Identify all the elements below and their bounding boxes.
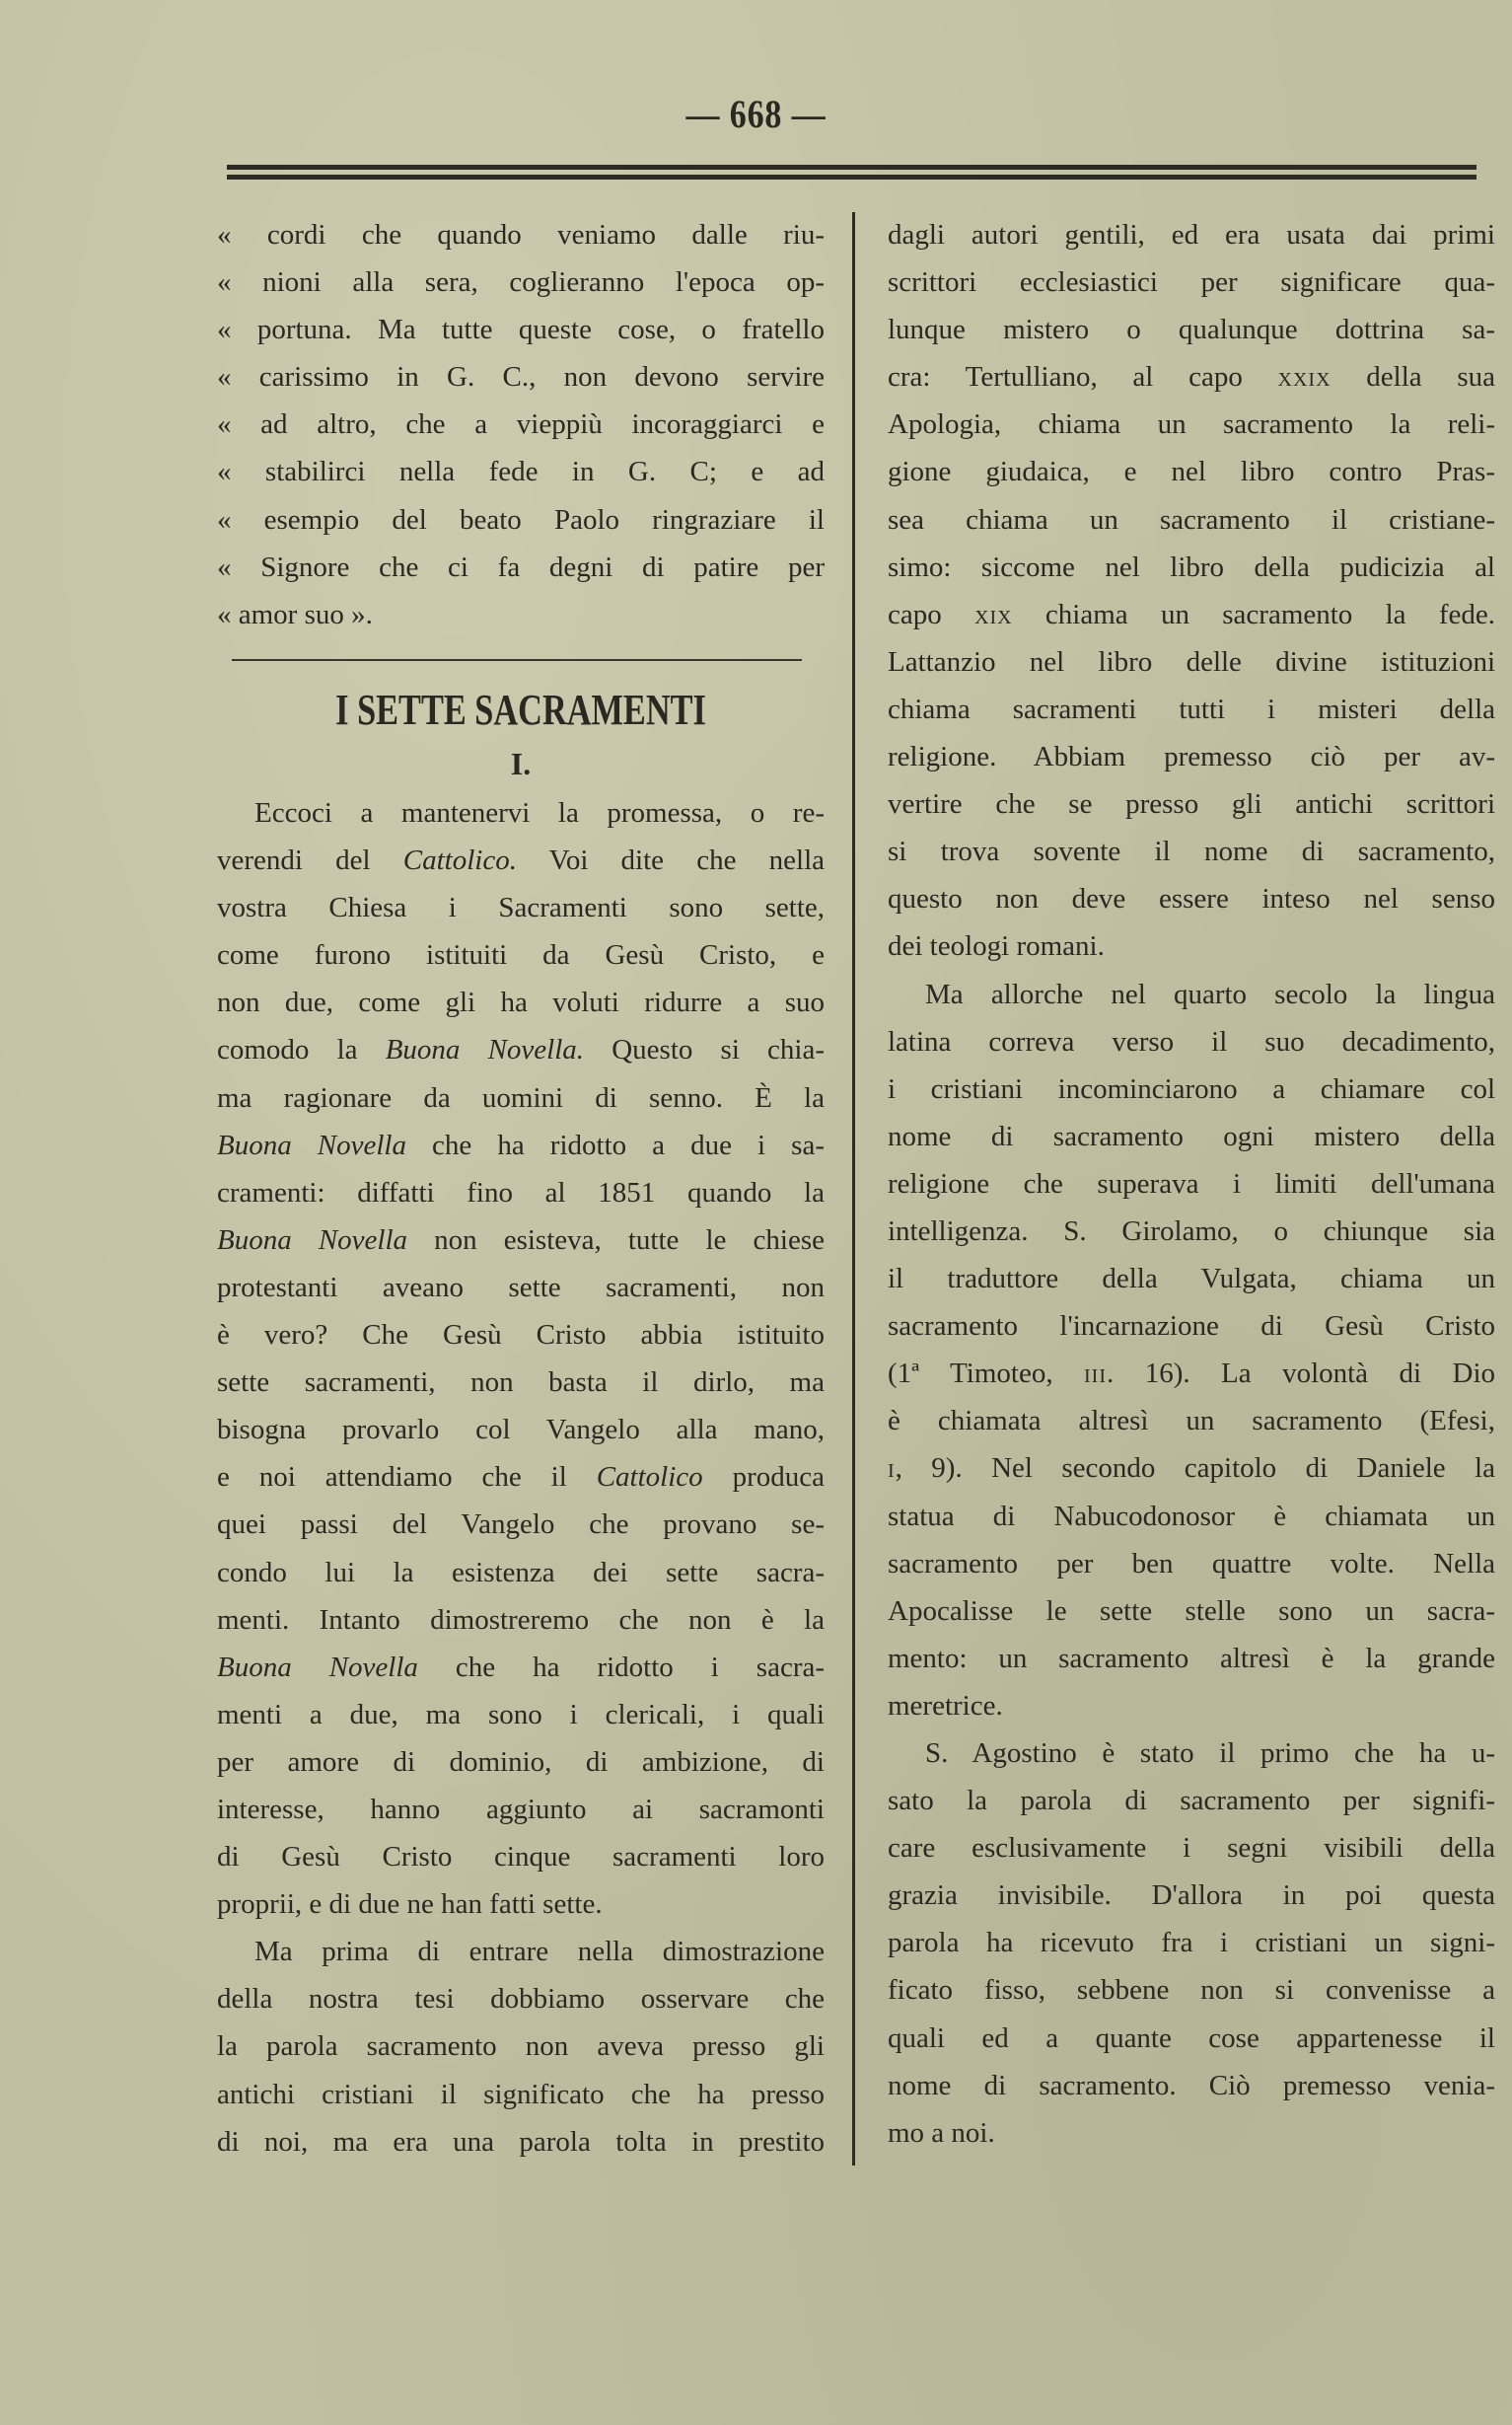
text-line: i cristiani incominciarono a chiamare col [888,1072,1495,1105]
text-line: di Gesù Cristo cinque sacramenti loro [217,1841,825,1874]
text-segment: che ha ridotto i sacra- [417,1651,826,1683]
text-line: Apocalisse le sette stelle sono un sacra- [888,1594,1495,1627]
text-line: sacramento l'incarnazione di Gesù Cristo [888,1310,1495,1343]
text-line: scrittori ecclesiastici per significare qua- [888,266,1495,299]
text-line: grazia invisibile. D'allora in poi questa [888,1879,1495,1912]
text-line: bisogna provarlo col Vangelo alla mano, [217,1414,825,1446]
text-line: interesse, hanno aggiunto ai sacramonti [217,1793,825,1825]
text-line: di noi, ma era una parola tolta in prestito [217,2125,825,2158]
text-line: proprii, e di due ne han fatti sette. [217,1888,603,1921]
text-segment: della sua [1331,361,1495,394]
text-line: protestanti aveano sette sacramenti, non [217,1271,825,1303]
section-separator-rule [232,659,802,661]
roman-numeral: iii [1084,1358,1107,1390]
text-line: Eccoci a mantenervi la promessa, o re- [254,797,825,829]
text-line: sato la parola di sacramento per signifi- [888,1785,1495,1817]
text-line: intelligenza. S. Girolamo, o chiunque sia [888,1214,1495,1247]
text-line: vertire che se presso gli antichi scrittori [888,788,1495,821]
text-line: S. Agostino è stato il primo che ha u- [925,1737,1495,1769]
text-line [217,1026,825,1073]
column-divider [852,212,855,2166]
italic-title: Buona Novella. [385,1034,585,1066]
text-line: ficato fisso, sebbene non si convenisse a [888,1974,1495,2007]
italic-title: Buona Novella [217,1223,408,1256]
text-line: nome di sacramento ogni mistero della [888,1120,1495,1152]
text-line: quei passi del Vangelo che provano se- [217,1508,825,1541]
italic-title: Buona Novella [217,1651,418,1683]
page-number: — 668 — [685,92,827,136]
text-line [217,1122,825,1169]
text-line: latina correva verso il suo decadimento, [888,1025,1495,1058]
text-line: quali ed a quante cose appartenesse il [888,2021,1495,2054]
text-segment: , 9). Nel secondo capitolo di Daniele la [895,1452,1495,1485]
text-line: menti a due, ma sono i clericali, i quali [217,1698,825,1730]
text-segment: cra: Tertulliano, al capo [888,361,1278,394]
right-column-body [888,211,1495,2157]
text-line: « esempio del beato Paolo ringraziare il [217,503,825,536]
italic-title: Cattolico. [402,845,517,877]
section-title: I SETTE SACRAMENTI [335,686,706,734]
text-line: « amor suo ». [217,598,373,630]
text-line [888,1350,1495,1397]
text-line [888,1444,1495,1492]
text-segment: comodo la [217,1034,386,1066]
left-column-body [217,789,825,2166]
left-column-quote [217,211,825,638]
text-segment: che ha ridotto a due i sa- [405,1129,825,1161]
text-line: care esclusivamente i segni visibili della [888,1832,1495,1865]
text-segment: chiama un sacramento la fede. [1012,598,1495,630]
text-line [888,591,1495,638]
text-line: « nioni alla sera, coglieranno l'epoca op- [217,266,825,299]
text-line: menti. Intanto dimostreremo che non è la [217,1603,825,1636]
text-line: lunque mistero o qualunque dottrina sa- [888,314,1495,346]
text-line: « portuna. Ma tutte queste cose, o fratello [217,314,825,346]
text-line: questo non deve essere inteso nel senso [888,883,1495,916]
text-line: meretrice. [888,1689,1003,1722]
text-line: cramenti: diffatti fino al 1851 quando la [217,1176,825,1209]
italic-title: Cattolico [596,1461,703,1494]
text-line: Ma allorche nel quarto secolo la lingua [925,978,1495,1010]
text-line: mento: un sacramento altresì è la grande [888,1642,1495,1674]
roman-numeral: i [888,1452,896,1485]
roman-numeral: xix [974,598,1013,630]
text-line: sea chiama un sacramento il cristiane- [888,503,1495,536]
text-segment: e noi attendiamo che il [217,1461,597,1494]
text-line: « carissimo in G. C., non devono servire [217,361,825,394]
text-line: è vero? Che Gesù Cristo abbia istituito [217,1319,825,1352]
text-line: si trova sovente il nome di sacramento, [888,836,1495,868]
text-segment: Questo si chia- [584,1034,826,1066]
text-line: sette sacramenti, non basta il dirlo, ma [217,1366,825,1399]
text-line: « cordi che quando veniamo dalle riu- [217,219,825,251]
section-number: I. [510,746,532,781]
text-segment: (1ª Timoteo, [888,1358,1085,1390]
italic-title: Buona Novella [217,1129,406,1161]
text-line [888,353,1495,401]
text-line: dei teologi romani. [888,930,1105,963]
text-segment: produca [702,1461,825,1494]
text-segment: verendi del [217,845,403,877]
text-line: Apologia, chiama un sacramento la reli- [888,408,1495,441]
text-line [217,1453,825,1501]
text-line: « Signore che ci fa degni di patire per [217,551,825,583]
text-line: dagli autori gentili, ed era usata dai primi [888,219,1495,251]
header-double-rule [227,165,1476,180]
text-line: è chiamata altresì un sacramento (Efesi, [888,1405,1495,1437]
text-line: « stabilirci nella fede in G. C; e ad [217,456,825,488]
text-line [217,837,825,884]
text-segment: . 16). La volontà di Dio [1107,1358,1495,1390]
text-line: della nostra tesi dobbiamo osservare che [217,1983,825,2016]
text-line: statua di Nabucodonosor è chiamata un [888,1500,1495,1532]
text-line: non due, come gli ha voluti ridurre a suo [217,987,825,1019]
text-line: mo a noi. [888,2116,995,2149]
text-line: parola ha ricevuto fra i cristiani un signi- [888,1927,1495,1959]
text-line: come furono istituiti da Gesù Cristo, e [217,939,825,972]
text-line: per amore di dominio, di ambizione, di [217,1745,825,1778]
text-line: Ma prima di entrare nella dimostrazione [254,1936,825,1968]
text-line: antichi cristiani il significato che ha presso [217,2078,825,2110]
text-line: condo lui la esistenza dei sette sacra- [217,1556,825,1588]
text-line: gione giudaica, e nel libro contro Pras- [888,456,1495,488]
text-line: Lattanzio nel libro delle divine istituzioni [888,645,1495,678]
text-segment: non esisteva, tutte le chiese [407,1223,825,1256]
text-line [217,1644,825,1691]
text-line: religione. Abbiam premesso ciò per av- [888,741,1495,773]
text-line: il traduttore della Vulgata, chiama un [888,1263,1495,1295]
text-line [217,1216,825,1264]
text-line: « ad altro, che a vieppiù incoraggiarci e [217,408,825,441]
text-line: religione che superava i limiti dell'umana [888,1167,1495,1200]
text-segment: capo [888,598,975,630]
text-line: nome di sacramento. Ciò premesso venia- [888,2069,1495,2101]
text-line: ma ragionare da uomini di senno. È la [217,1081,825,1114]
text-line: la parola sacramento non aveva presso gli [217,2030,825,2063]
text-line: vostra Chiesa i Sacramenti sono sette, [217,892,825,924]
roman-numeral: xxix [1277,361,1332,394]
text-line: chiama sacramenti tutti i misteri della [888,693,1495,725]
text-line: sacramento per ben quattre volte. Nella [888,1547,1495,1580]
text-line: simo: siccome nel libro della pudicizia al [888,551,1495,583]
text-segment: Voi dite che nella [516,845,825,877]
